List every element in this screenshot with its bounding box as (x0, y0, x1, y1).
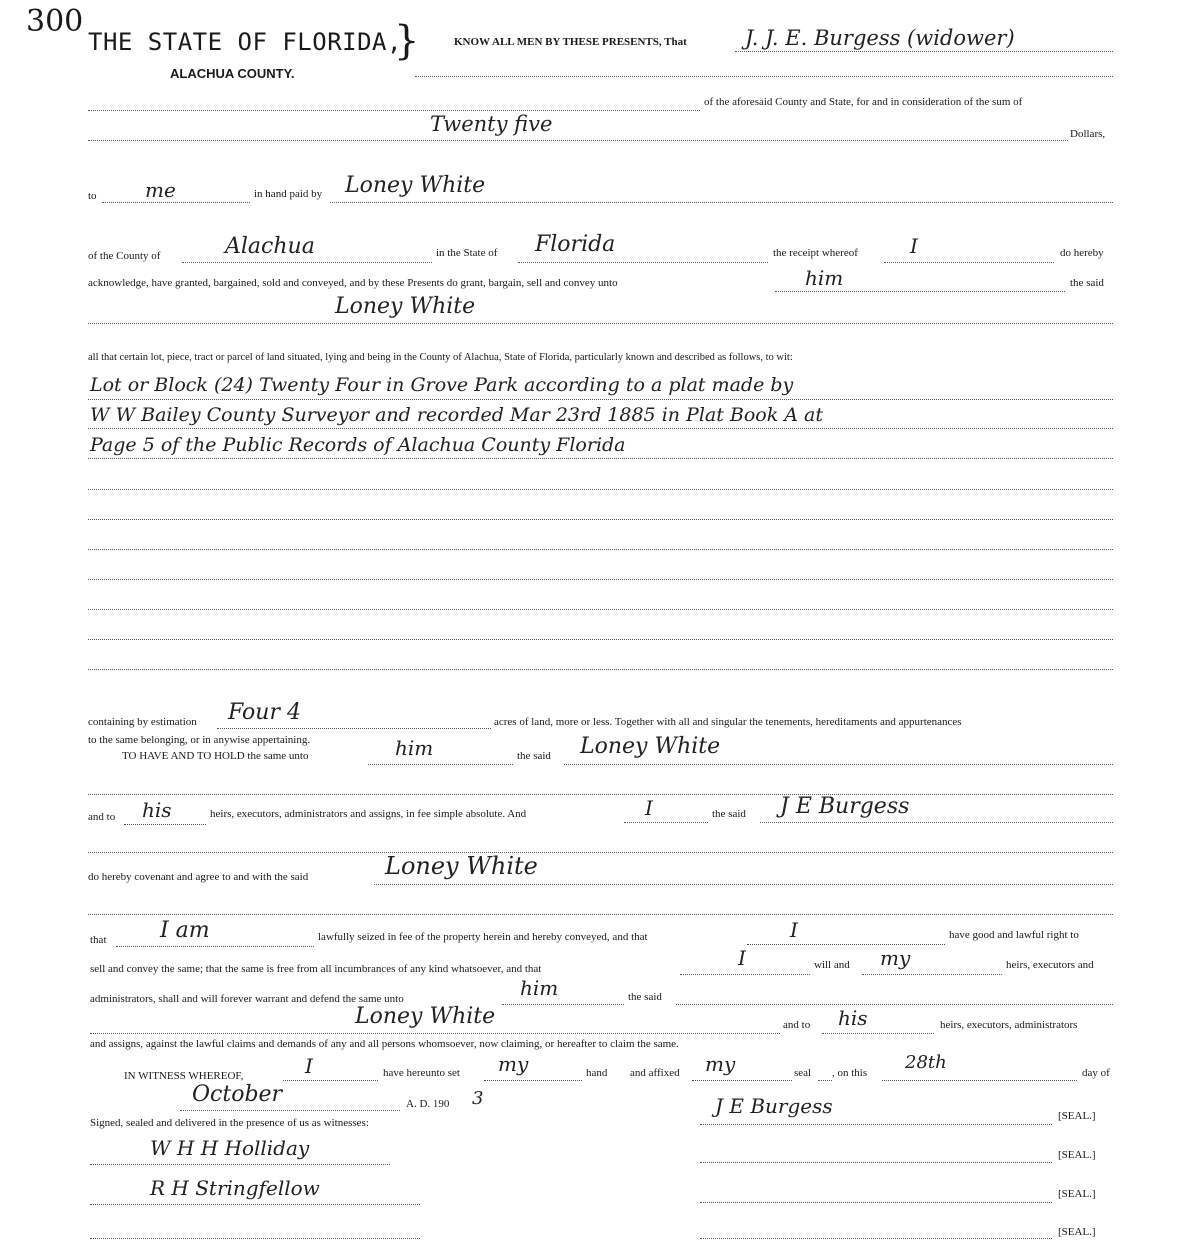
grantor-hand: J. J. E. Burgess (widower) (745, 26, 1015, 50)
and-to-his-hand: his (838, 1006, 868, 1030)
seal-label-3: [SEAL.] (1058, 1188, 1096, 1200)
year-hand: 3 (472, 1088, 484, 1109)
witness-line (90, 1164, 390, 1165)
witness-line (90, 1204, 420, 1205)
grantor-signature: J E Burgess (715, 1094, 833, 1118)
state-title: THE STATE OF FLORIDA, (88, 28, 402, 56)
payer-hand: Loney White (345, 173, 486, 198)
blank-line (374, 884, 1113, 885)
witness-i-hand: I (305, 1054, 313, 1078)
page-number: 300 (26, 4, 84, 39)
blank-line (88, 323, 1113, 324)
will-and-text: will and (814, 959, 850, 971)
blank-line (88, 794, 1113, 795)
that-text: that (90, 934, 107, 946)
blank-line (692, 1080, 792, 1081)
state-hand: Florida (535, 232, 616, 257)
heirs-admin-text: heirs, executors, administrators (940, 1019, 1078, 1031)
sell-i-hand: I (738, 946, 746, 970)
and-to-text-2: and to (783, 1019, 811, 1031)
aforesaid-text: of the aforesaid County and State, for and in consideration of the sum of (704, 96, 1023, 108)
of-county-text: of the County of (88, 250, 161, 262)
his-hand: his (142, 798, 172, 822)
blank-line (88, 399, 1113, 400)
land-text: all that certain lot, piece, tract or parcel of land situated, lying and being in the County of Alachua, State of Florida, particularly known and described as follows, to wit: (88, 352, 793, 363)
know-all-text: KNOW ALL MEN BY THESE PRESENTS, That (454, 36, 687, 48)
blank-line (88, 639, 1113, 640)
witness2-signature: R H Stringfellow (150, 1176, 320, 1200)
blank-line (124, 824, 206, 825)
sell-my-hand: my (880, 946, 911, 970)
blank-line (502, 1004, 624, 1005)
admin-unto-hand: him (520, 976, 559, 1000)
blank-line (564, 764, 1113, 765)
county-hand: Alachua (225, 234, 315, 259)
day-of-text: day of (1082, 1067, 1110, 1079)
ad-text: A. D. 190 (406, 1098, 450, 1110)
and-to-text: and to (88, 811, 116, 823)
blank-line (88, 669, 1113, 670)
seized-text: lawfully seized in fee of the property herein and hereby conveyed, and that (318, 931, 648, 943)
blank-line (760, 822, 1113, 823)
habendum-text: TO HAVE AND TO HOLD the same unto (122, 750, 309, 762)
blank-line (775, 291, 1065, 292)
blank-line (283, 1080, 378, 1081)
blank-line (88, 458, 1113, 459)
blank-line (747, 944, 945, 945)
blank-line (884, 262, 1054, 263)
do-hereby-text: do hereby (1060, 247, 1104, 259)
blank-line (330, 202, 1113, 203)
seal-label-1: [SEAL.] (1058, 1110, 1096, 1122)
blank-line (415, 76, 1113, 77)
brace-icon: } (394, 18, 420, 64)
receipt-text: the receipt whereof (773, 247, 858, 259)
blank-line (518, 262, 768, 263)
blank-line (88, 140, 1068, 141)
heirs-grantor-hand: J E Burgess (780, 794, 910, 819)
sell-text: sell and convey the same; that the same is free from all incumbrances of any kind whatsoever, and that (90, 963, 542, 975)
blank-line (102, 202, 250, 203)
month-hand: October (192, 1082, 283, 1107)
signed-text: Signed, sealed and delivered in the presence of us as witnesses: (90, 1117, 369, 1129)
blank-line (88, 914, 1113, 915)
seal-text: seal (794, 1067, 812, 1079)
have-set-text: have hereunto set (383, 1067, 460, 1079)
blank-line (88, 609, 1113, 610)
blank-line (882, 1080, 1077, 1081)
blank-line (368, 764, 513, 765)
covenant-grantee-hand: Loney White (385, 852, 538, 880)
blank-line (680, 974, 810, 975)
signature-line (700, 1124, 1052, 1125)
witness-text: IN WITNESS WHEREOF, (124, 1070, 244, 1082)
grant-text: acknowledge, have granted, bargained, sold and conveyed, and by these Presents do grant, bargain, sell and convey unto (88, 277, 618, 289)
am-hand: I am (160, 918, 210, 943)
blank-line (90, 1033, 780, 1034)
covenant-text: do hereby covenant and agree to and with the said (88, 871, 309, 883)
dollars-text: Dollars, (1070, 128, 1106, 140)
habendum-grantee-hand: Loney White (580, 734, 721, 759)
lawful-right-text: have good and lawful right to (949, 929, 1079, 941)
and-to-grantee-hand: Loney White (355, 1004, 496, 1029)
heirs-i-hand: I (645, 796, 653, 820)
heirs-text: heirs, executors, administrators and assigns, in fee simple absolute. And (210, 808, 527, 820)
grantor-line (735, 51, 1113, 52)
witness-line (90, 1238, 420, 1239)
the-said-text: the said (1070, 277, 1104, 289)
assigns-text: and assigns, against the lawful claims and demands of any and all persons whomsoever, now claiming, or hereafter to claim the same. (90, 1038, 679, 1050)
blank-line (182, 262, 432, 263)
county-title: ALACHUA COUNTY. (170, 66, 295, 81)
to-text: to (88, 190, 97, 202)
witness1-signature: W H H Holliday (150, 1136, 310, 1160)
heirs-exec-text: heirs, executors and (1006, 959, 1094, 971)
containing-text: containing by estimation (88, 716, 197, 728)
blank-line (676, 1004, 1113, 1005)
blank-line (88, 852, 1113, 853)
seal-label-4: [SEAL.] (1058, 1226, 1096, 1238)
in-hand-paid-text: in hand paid by (254, 188, 323, 200)
belonging-text: to the same belonging, or in anywise appertaining. (88, 734, 311, 746)
blank-line (88, 549, 1113, 550)
seized-i-hand: I (790, 918, 798, 942)
acres-hand: Four 4 (228, 700, 301, 725)
signature-line (700, 1162, 1052, 1163)
in-state-text: in the State of (436, 247, 498, 259)
legal-line-3: Page 5 of the Public Records of Alachua County Florida (90, 434, 626, 456)
blank-line (822, 1033, 934, 1034)
acres-text: acres of land, more or less. Together with all and singular the tenements, hereditaments and appurtenances (494, 716, 962, 728)
habendum-said-text: the said (517, 750, 551, 762)
signature-line (700, 1238, 1052, 1239)
seal-label-2: [SEAL.] (1058, 1149, 1096, 1161)
blank-line (88, 110, 700, 111)
blank-line (180, 1110, 400, 1111)
blank-line (88, 579, 1113, 580)
blank-line (116, 946, 314, 947)
blank-line (624, 822, 708, 823)
blank-line (88, 489, 1113, 490)
blank-line (217, 728, 491, 729)
signature-line (700, 1202, 1052, 1203)
blank-line (862, 974, 1002, 975)
blank-line (88, 519, 1113, 520)
to-hand: me (145, 178, 176, 202)
witness-my2-hand: my (705, 1052, 736, 1076)
on-this-text: , on this (832, 1067, 868, 1079)
admin-said-text: the said (628, 991, 662, 1003)
admin-text: administrators, shall and will forever warrant and defend the same unto (90, 993, 404, 1005)
amount-hand: Twenty five (430, 112, 553, 136)
legal-line-1: Lot or Block (24) Twenty Four in Grove Park according to a plat made by (90, 374, 794, 396)
heirs-said-text: the said (712, 808, 746, 820)
day-hand: 28th (905, 1052, 947, 1073)
and-affixed-text: and affixed (630, 1067, 680, 1079)
legal-line-2: W W Bailey County Surveyor and recorded Mar 23rd 1885 in Plat Book A at (90, 404, 824, 426)
unto-hand: him (805, 266, 844, 290)
blank-line (484, 1080, 582, 1081)
witness-my-hand: my (498, 1052, 529, 1076)
habendum-unto-hand: him (395, 736, 434, 760)
receipt-hand: I (910, 234, 918, 258)
blank-line (818, 1080, 832, 1081)
hand-text: hand (586, 1067, 608, 1079)
blank-line (88, 428, 1113, 429)
grantee-hand: Loney White (335, 294, 476, 319)
